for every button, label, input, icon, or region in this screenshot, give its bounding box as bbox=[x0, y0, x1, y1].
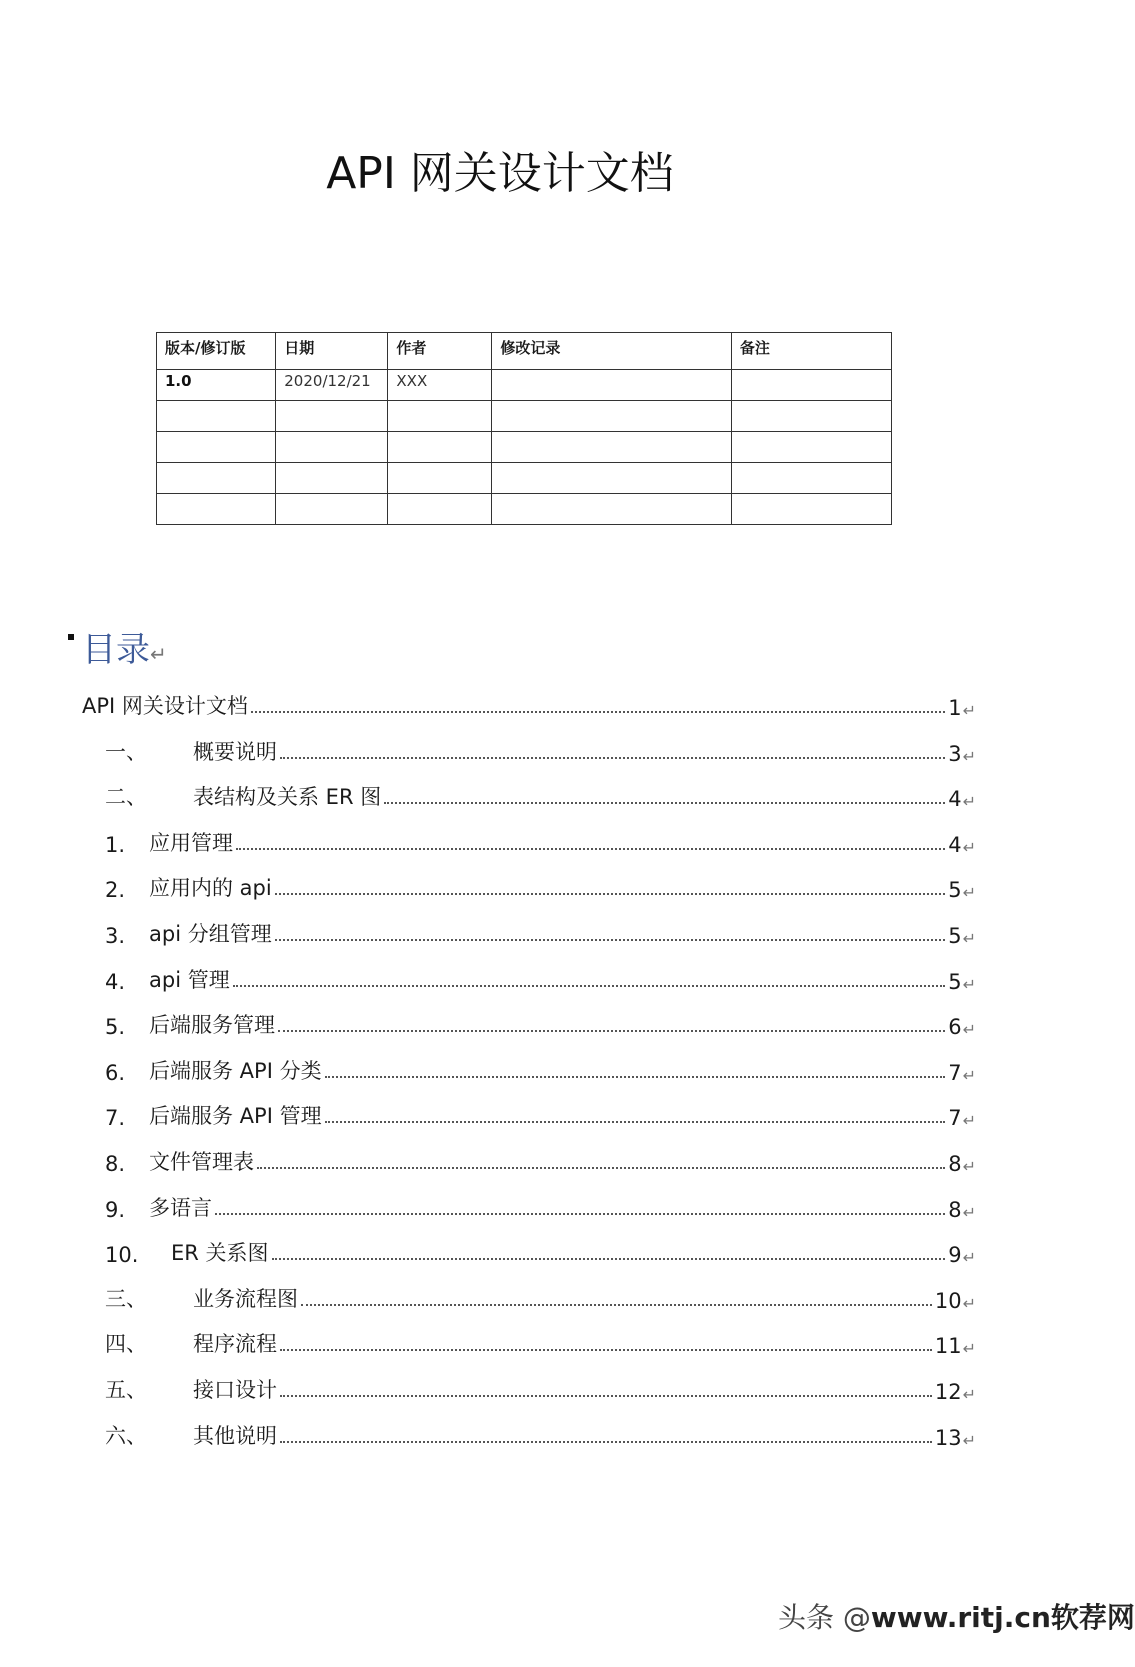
toc-entry[interactable] bbox=[105, 1136, 976, 1176]
cell-version: 1.0 bbox=[157, 370, 276, 401]
toc-entry-page: 9 bbox=[948, 1243, 962, 1267]
toc-entry-number: 1. bbox=[105, 833, 126, 857]
return-mark-icon: ↵ bbox=[962, 1431, 976, 1450]
cell-remarks bbox=[731, 432, 891, 463]
cell-author: XXX bbox=[388, 370, 492, 401]
cell-author bbox=[388, 463, 492, 494]
cell-change-log bbox=[492, 432, 732, 463]
toc-entry[interactable] bbox=[105, 1227, 976, 1267]
toc-dot-leader bbox=[325, 1121, 946, 1123]
toc-entry-title: 程序流程 bbox=[193, 1332, 277, 1356]
toc-entry-page: 6 bbox=[948, 1015, 962, 1039]
watermark bbox=[778, 1596, 1135, 1636]
return-mark-icon: ↵ bbox=[962, 701, 976, 720]
toc-entry[interactable] bbox=[105, 1045, 976, 1085]
toc-entry-title: 表结构及关系 ER 图 bbox=[193, 785, 382, 809]
toc-entry-page: 8 bbox=[948, 1198, 962, 1222]
cell-remarks bbox=[731, 370, 891, 401]
cell-change-log bbox=[492, 401, 732, 432]
toc-entry-number: 六、 bbox=[105, 1424, 147, 1448]
toc-dot-leader bbox=[325, 1076, 946, 1078]
header-version: 版本/修订版 bbox=[157, 333, 276, 370]
return-mark-icon: ↵ bbox=[150, 642, 167, 666]
return-mark-icon: ↵ bbox=[962, 1203, 976, 1222]
toc-entry-number: 3. bbox=[105, 924, 126, 948]
toc-entry[interactable] bbox=[105, 771, 976, 811]
toc-entry-title: 后端服务 API 分类 bbox=[149, 1059, 322, 1083]
header-change-log: 修改记录 bbox=[492, 333, 732, 370]
toc-entry-number: 2. bbox=[105, 878, 126, 902]
toc-entry-page: 4 bbox=[948, 833, 962, 857]
toc-entry[interactable] bbox=[105, 1318, 976, 1358]
header-author: 作者 bbox=[388, 333, 492, 370]
toc-entry-title: 应用内的 api bbox=[149, 876, 272, 900]
toc-dot-leader bbox=[384, 802, 945, 804]
toc-entry-page: 4 bbox=[948, 787, 962, 811]
toc-entry-number: 8. bbox=[105, 1152, 126, 1176]
watermark-prefix: 头条 @ bbox=[778, 1601, 871, 1634]
toc-dot-leader bbox=[280, 1441, 932, 1443]
return-mark-icon: ↵ bbox=[962, 1294, 976, 1313]
cell-change-log bbox=[492, 463, 732, 494]
toc-entry-title: api 分组管理 bbox=[149, 922, 272, 946]
toc-dot-leader bbox=[233, 985, 946, 987]
toc-entry[interactable] bbox=[105, 954, 976, 994]
cell-remarks bbox=[731, 401, 891, 432]
cell-date: 2020/12/21 bbox=[276, 370, 388, 401]
toc-dot-leader bbox=[251, 711, 945, 713]
cell-author bbox=[388, 401, 492, 432]
watermark-text: www.ritj.cn软荐网 bbox=[870, 1601, 1135, 1634]
header-remarks: 备注 bbox=[731, 333, 891, 370]
toc-entry-number: 五、 bbox=[105, 1378, 147, 1402]
revision-table bbox=[156, 332, 892, 525]
toc-entry-number: 二、 bbox=[105, 785, 147, 809]
table-row bbox=[157, 370, 892, 401]
toc-entry-page: 12 bbox=[934, 1380, 962, 1404]
toc-entry-page: 5 bbox=[948, 924, 962, 948]
toc-entry-page: 5 bbox=[948, 970, 962, 994]
toc-entry-title: api 管理 bbox=[149, 968, 230, 992]
return-mark-icon: ↵ bbox=[962, 747, 976, 766]
toc-dot-leader bbox=[215, 1213, 945, 1215]
return-mark-icon: ↵ bbox=[962, 1020, 976, 1039]
toc-entry-title: ER 关系图 bbox=[171, 1241, 269, 1265]
toc-entry-page: 8 bbox=[948, 1152, 962, 1176]
toc-entry[interactable] bbox=[105, 817, 976, 857]
return-mark-icon: ↵ bbox=[962, 1157, 976, 1176]
table-row bbox=[157, 432, 892, 463]
cell-version bbox=[157, 432, 276, 463]
table-row bbox=[157, 463, 892, 494]
toc-entry-page: 13 bbox=[934, 1426, 962, 1450]
toc-entry-page: 10 bbox=[934, 1289, 962, 1313]
return-mark-icon: ↵ bbox=[962, 1248, 976, 1267]
toc-dot-leader bbox=[280, 757, 945, 759]
toc-entry[interactable] bbox=[105, 726, 976, 766]
revision-table-header bbox=[157, 333, 892, 370]
cell-author bbox=[388, 432, 492, 463]
cell-change-log bbox=[492, 370, 732, 401]
toc-entry[interactable] bbox=[105, 908, 976, 948]
toc-entry-number: 四、 bbox=[105, 1332, 147, 1356]
toc-entry-title: 其他说明 bbox=[193, 1424, 277, 1448]
toc-entry-number: 9. bbox=[105, 1198, 126, 1222]
header-date: 日期 bbox=[276, 333, 388, 370]
cell-remarks bbox=[731, 494, 891, 525]
cell-version bbox=[157, 401, 276, 432]
toc-entry-page: 1 bbox=[948, 696, 962, 720]
toc-entry-number: 6. bbox=[105, 1061, 126, 1085]
toc-entry-title: API 网关设计文档 bbox=[82, 694, 248, 718]
toc-dot-leader bbox=[275, 939, 946, 941]
toc-entry-title: 后端服务 API 管理 bbox=[149, 1104, 322, 1128]
toc-entry-page: 7 bbox=[948, 1106, 962, 1130]
document-title: API 网关设计文档 bbox=[326, 148, 674, 200]
toc-entry-title: 应用管理 bbox=[149, 831, 233, 855]
toc-entry[interactable] bbox=[82, 680, 976, 720]
toc-entry-page: 3 bbox=[948, 742, 962, 766]
return-mark-icon: ↵ bbox=[962, 838, 976, 857]
cell-version bbox=[157, 463, 276, 494]
toc-dot-leader bbox=[280, 1349, 932, 1351]
toc-dot-leader bbox=[275, 893, 946, 895]
return-mark-icon: ↵ bbox=[962, 1066, 976, 1085]
cell-date bbox=[276, 401, 388, 432]
toc-entry-page: 7 bbox=[948, 1061, 962, 1085]
return-mark-icon: ↵ bbox=[962, 929, 976, 948]
cell-change-log bbox=[492, 494, 732, 525]
table-row bbox=[157, 401, 892, 432]
cell-date bbox=[276, 494, 388, 525]
toc-entry-number: 三、 bbox=[105, 1287, 147, 1311]
toc-dot-leader bbox=[236, 848, 945, 850]
toc-entry[interactable] bbox=[105, 999, 976, 1039]
toc-entry-number: 一、 bbox=[105, 740, 147, 764]
return-mark-icon: ↵ bbox=[962, 1385, 976, 1404]
return-mark-icon: ↵ bbox=[962, 883, 976, 902]
toc-entry-number: 10. bbox=[105, 1243, 139, 1267]
toc-heading-text: 目录 bbox=[82, 630, 150, 670]
toc-entry-page: 11 bbox=[934, 1334, 962, 1358]
toc-entry[interactable] bbox=[105, 1182, 976, 1222]
cell-date bbox=[276, 432, 388, 463]
cell-version bbox=[157, 494, 276, 525]
cell-author bbox=[388, 494, 492, 525]
return-mark-icon: ↵ bbox=[962, 1111, 976, 1130]
toc-dot-leader bbox=[278, 1030, 945, 1032]
toc-entry[interactable] bbox=[105, 1090, 976, 1130]
toc-heading bbox=[82, 628, 167, 676]
toc-entry-number: 7. bbox=[105, 1106, 126, 1130]
toc-entry-number: 4. bbox=[105, 970, 126, 994]
toc-dot-leader bbox=[301, 1304, 932, 1306]
return-mark-icon: ↵ bbox=[962, 975, 976, 994]
heading-marker-icon bbox=[68, 634, 74, 640]
toc-entry-title: 概要说明 bbox=[193, 740, 277, 764]
toc-dot-leader bbox=[280, 1395, 932, 1397]
toc-entry-page: 5 bbox=[948, 878, 962, 902]
toc-dot-leader bbox=[257, 1167, 945, 1169]
toc-entry[interactable] bbox=[105, 1364, 976, 1404]
toc-entry-title: 接口设计 bbox=[193, 1378, 277, 1402]
toc-entry-title: 业务流程图 bbox=[193, 1287, 298, 1311]
toc-dot-leader bbox=[272, 1258, 946, 1260]
toc-entry[interactable] bbox=[105, 1273, 976, 1313]
toc-entry-title: 后端服务管理 bbox=[149, 1013, 275, 1037]
toc-entry-title: 文件管理表 bbox=[149, 1150, 254, 1174]
return-mark-icon: ↵ bbox=[962, 1339, 976, 1358]
cell-date bbox=[276, 463, 388, 494]
toc-entry[interactable] bbox=[105, 862, 976, 902]
table-row bbox=[157, 494, 892, 525]
return-mark-icon: ↵ bbox=[962, 792, 976, 811]
cell-remarks bbox=[731, 463, 891, 494]
toc-entry-number: 5. bbox=[105, 1015, 126, 1039]
toc-entry-title: 多语言 bbox=[149, 1196, 212, 1220]
toc-entry[interactable] bbox=[105, 1410, 976, 1450]
